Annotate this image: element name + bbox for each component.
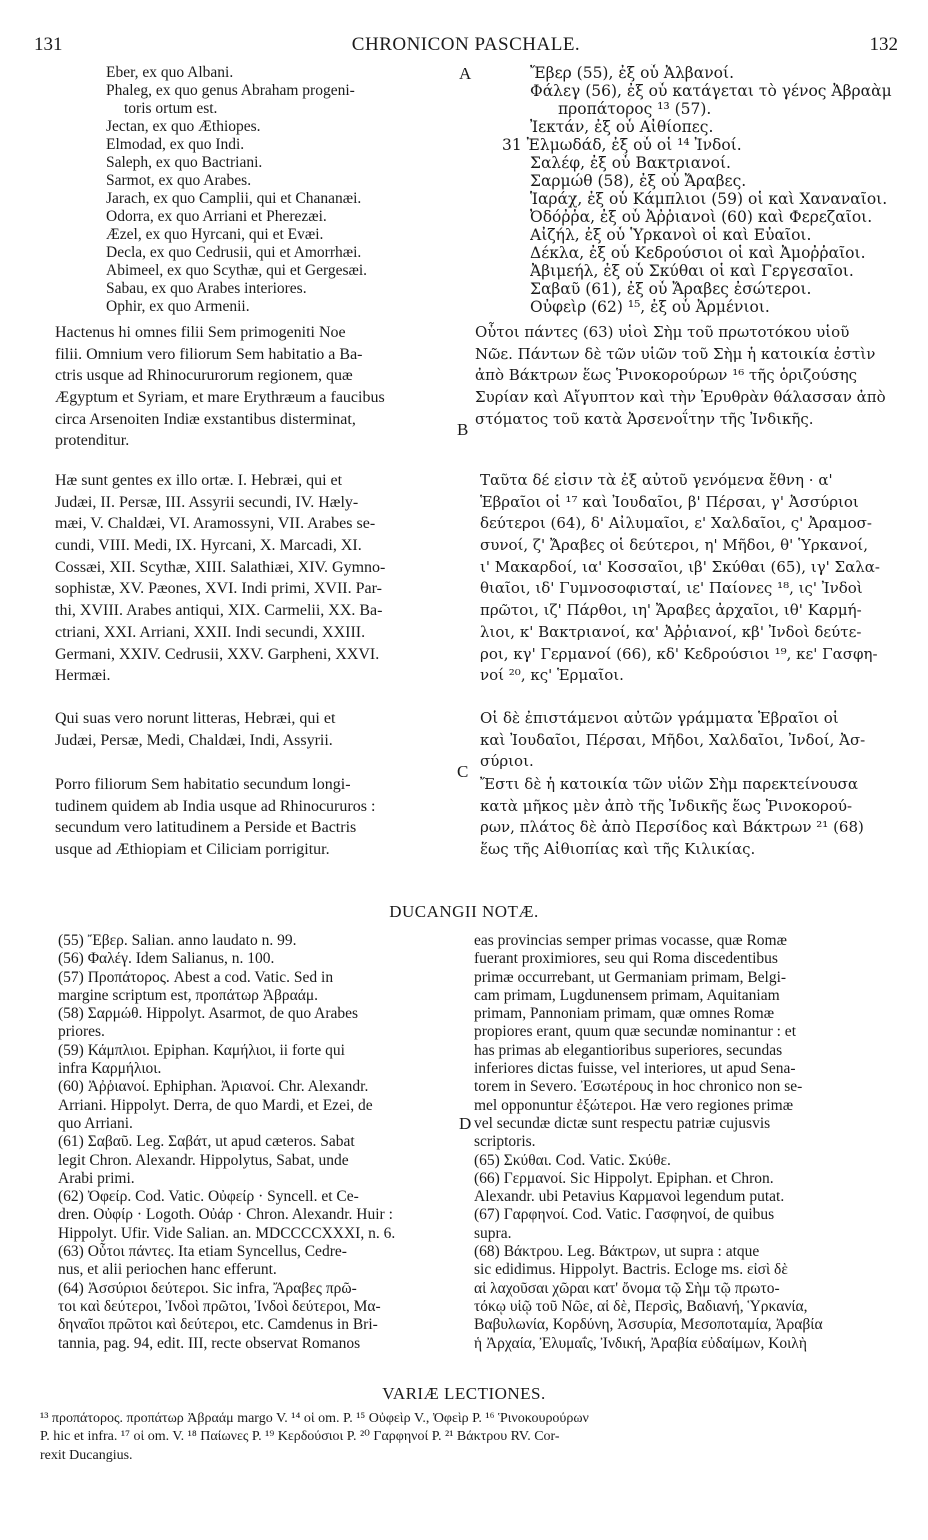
note-line: ἡ Ἀρχαία, Ἐλυμαΐς, Ἰνδική, Ἀραβία εὐδαίμων, Κοιλὴ	[474, 1334, 807, 1352]
paragraph-line: Judæi, II. Persæ, III. Assyrii secundi, IV. Hæly-	[55, 493, 359, 511]
note-line: dren. Οὐφίρ · Logoth. Οὐάρ · Chron. Alexandr. Huir :	[58, 1206, 393, 1224]
paragraph-line: Germani, XXIV. Cedrusii, XXV. Garpheni, XXVI.	[55, 645, 380, 663]
note-line: δηναῖοι πρῶτοι καὶ δεύτεροι, etc. Camdenus in Bri-	[58, 1316, 378, 1334]
paragraph-line: ρων, πλάτος δὲ ἀπὸ Περσίδος καὶ Βάκτρων ²¹ (68)	[480, 818, 864, 837]
variae-lectiones-heading: VARIÆ LECTIONES.	[382, 1384, 546, 1403]
paragraph-line: Qui suas vero norunt litteras, Hebræi, qui et	[55, 710, 336, 727]
note-line: torem in Severo. Ἐσωτέρους in hoc chronico non se-	[474, 1078, 803, 1096]
paragraph-line: πρῶτοι, ιζ' Πάρθοι, ιη' Ἄραβες ἀρχαῖοι, ιθ' Καρμή-	[480, 601, 862, 620]
paragraph-line: ροι, κγ' Γερμανοί (66), κδ' Κεδρούσιοι ¹⁹, κε' Γασφη-	[480, 644, 878, 663]
paragraph-line: sophistæ, XV. Pæones, XVI. Indi primi, XVII. Par-	[55, 580, 382, 598]
note-line: τόκῳ υἱῷ τοῦ Νῶε, αἱ δὲ, Περσὶς, Βαδιανή, Ὑρκανία,	[474, 1297, 808, 1315]
notes-left-column	[58, 932, 454, 1353]
paragraph-line: usque ad Æthiopiam et Ciliciam porrigitur.	[55, 841, 330, 859]
paragraph-line: Judæi, Persæ, Medi, Chaldæi, Indi, Assyrii.	[55, 731, 333, 749]
greek-list-item: Ἀβιμεήλ, ἐξ οὗ Σκύθαι οἱ καὶ Γεργεσαῖοι.	[530, 262, 854, 280]
paragraph-line: ἕως τῆς Αἰθιοπίας καὶ τῆς Κιλικίας.	[480, 840, 756, 859]
note-line: (62) Ὀφείρ. Cod. Vatic. Οὐφείρ · Syncell. et Ce-	[58, 1188, 359, 1206]
paragraph-line: Οἱ δὲ ἐπιστάμενοι αὐτῶν γράμματα Ἑβραῖοι οἱ	[480, 709, 839, 727]
paragraph-line: ctris usque ad Rhinocururorum regionem, quæ	[55, 367, 353, 385]
paragraph-line: νοί ²⁰, κς' Ἑρμαῖοι.	[480, 666, 624, 685]
note-line: (61) Σαβαῦ. Leg. Σαβάτ, ut apud cæteros. Sabat	[58, 1133, 355, 1151]
latin-paragraph-2	[55, 470, 455, 687]
paragraph-line: λιοι, κ' Βακτριανοί, κα' Ἀῤῥιανοί, κβ' Ἰνδοὶ δεύτε-	[480, 622, 862, 641]
paragraph-line: secundum vero latitudinem a Perside et Bactris	[55, 819, 357, 837]
paragraph-line: Hermæi.	[55, 667, 111, 685]
latin-list-item: toris ortum est.	[124, 100, 218, 117]
greek-list-item: Σαβαῦ (61), ἐξ οὗ Ἄραβες ἐσώτεροι.	[530, 280, 812, 298]
note-line: αἱ λαχοῦσαι χῶραι κατ' ὄνομα τῷ Σὴμ τῷ πρωτο-	[474, 1279, 780, 1297]
note-line: propiores erant, quum quæ secundæ nominantur : et	[474, 1023, 796, 1041]
note-line: primæ occurrebant, ut Germaniam primam, Belgi-	[474, 968, 787, 986]
note-line: (60) Ἀῤῥιανοί. Ephiphan. Ἀριανοί. Chr. Alexandr.	[58, 1078, 369, 1096]
greek-list-item: Δέκλα, ἐξ οὗ Κεδρούσιοι οἱ καὶ Ἀμοῤῥαῖοι.	[530, 244, 866, 262]
note-line: tannia, pag. 94, edit. III, recte observat Romanos	[58, 1334, 361, 1352]
paragraph-line: Hæ sunt gentes ex illo ortæ. I. Hebræi, qui et	[55, 472, 343, 489]
note-line: (58) Σαρμώθ. Hippolyt. Asarmot, de quo Arabes	[58, 1005, 359, 1023]
note-line: (67) Γαρφηνοί. Cod. Vatic. Γασφηνοί, de quibus	[474, 1206, 775, 1224]
note-line: Alexandr. ubi Petavius Καρμανοὶ legendum putat.	[474, 1188, 785, 1206]
paragraph-line: Ἔστι δὲ ἡ κατοικία τῶν υἱῶν Σὴμ παρεκτείνουσα	[480, 775, 858, 793]
note-line: eas provincias semper primas vocasse, quæ Romæ	[474, 932, 787, 949]
paragraph-line: συνοί, ζ' Ἄραβες οἱ δεύτεροι, η' Μῆδοι, θ' Ὑρκανοί,	[480, 536, 868, 555]
paragraph-line: ι' Μακαρδοί, ια' Κοσσαῖοι, ιβ' Σκύθαι (65), ιγ' Σαλα-	[480, 557, 880, 576]
greek-list-item: Ἔβερ (55), ἐξ οὗ Ἀλβανοί.	[530, 64, 734, 82]
latin-list-item: Decla, ex quo Cedrusii, qui et Amorrhæi.	[106, 244, 362, 261]
page-number-left: 131	[34, 34, 63, 55]
greek-list-item: Σαρμώθ (58), ἐξ οὗ Ἄραβες.	[530, 172, 747, 190]
note-line: (55) Ἔβερ. Salian. anno laudato n. 99.	[58, 932, 297, 949]
paragraph-line: Porro filiorum Sem habitatio secundum longi-	[55, 776, 351, 793]
note-line: quo Arriani.	[58, 1114, 133, 1132]
greek-list-item: Ὀδόῤῥα, ἐξ οὗ Ἀῤῥιανοὶ (60) καὶ Φερεζαῖοι.	[530, 208, 873, 226]
paragraph-line: καὶ Ἰουδαῖοι, Πέρσαι, Μῆδοι, Χαλδαῖοι, Ἰνδοί, Ἀσ-	[480, 730, 866, 749]
note-line: Arabi primi.	[58, 1169, 135, 1187]
note-line: primam, Pannoniam primam, quæ omnes Romæ	[474, 1005, 775, 1023]
running-header	[34, 34, 898, 60]
note-line: infra Καρμήλιοι.	[58, 1060, 162, 1078]
latin-list-item: Phaleg, ex quo genus Abraham progeni-	[106, 82, 355, 99]
note-line: (64) Ἀσσύριοι δεύτεροι. Sic infra, Ἄραβες πρῶ-	[58, 1279, 357, 1297]
paragraph-line: protenditur.	[55, 432, 130, 450]
margin-marker-a: A	[459, 64, 472, 83]
greek-list-item: Σαλέφ, ἐξ οὗ Βακτριανοί.	[530, 154, 731, 172]
note-line: (59) Κάμπλιοι. Epiphan. Καμήλιοι, ii forte qui	[58, 1041, 345, 1059]
note-line: (56) Φαλέγ. Idem Salianus, n. 100.	[58, 950, 275, 968]
greek-list-item: 31 Ἐλμωδάδ, ἐξ οὗ οἱ ¹⁴ Ἰνδοί.	[502, 136, 742, 154]
paragraph-line: Νῶε. Πάντων δὲ τῶν υἱῶν τοῦ Σὴμ ἡ κατοικία ἐστὶν	[475, 344, 876, 363]
note-line: has primas ab elegantioribus superiores, secundas	[474, 1041, 783, 1059]
note-line: Hippolyt. Ufir. Vide Salian. an. MDCCCCXXXI, n. 6.	[58, 1224, 396, 1242]
latin-list-item: Abimeel, ex quo Scythæ, qui et Gergesæi.	[106, 262, 368, 279]
latin-list-item: Jarach, ex quo Camplii, qui et Chananæi.	[106, 190, 362, 207]
latin-list-item: Odorra, ex quo Arriani et Pherezæi.	[106, 208, 327, 225]
paragraph-line: ἀπὸ Βάκτρων ἕως Ῥινοκορούρων ¹⁶ τῆς ὁριζούσης	[475, 366, 858, 385]
note-line: Βαβυλωνία, Κορδύνη, Ἀσσυρία, Μεσοποταμία, Ἀραβία	[474, 1316, 823, 1334]
latin-list-item: Jectan, ex quo Æthiopes.	[106, 118, 261, 135]
note-line: vel secundæ dictæ sunt respectu patriæ cujusvis	[474, 1114, 771, 1132]
note-line: τοι καὶ δεύτεροι, Ἰνδοὶ πρῶτοι, Ἰνδοὶ δεύτεροι, Μα-	[58, 1297, 381, 1315]
latin-list-item: Ophir, ex quo Armenii.	[106, 298, 250, 315]
greek-list-item: Ἱαράχ, ἐξ οὗ Κάμπλιοι (59) οἱ καὶ Χαναναῖοι.	[530, 190, 888, 208]
latin-list-item: Elmodad, ex quo Indi.	[106, 136, 245, 153]
greek-list-item: Φάλεγ (56), ἐξ οὗ κατάγεται τὸ γένος Ἀβραὰμ	[530, 82, 892, 100]
paragraph-line: θιαῖοι, ιδ' Γυμνοσοφισταί, ιε' Παίονες ¹⁸, ις' Ἰνδοὶ	[480, 579, 863, 598]
note-line: nus, et alii periochen hanc efferunt.	[58, 1261, 277, 1279]
paragraph-line: Οὗτοι πάντες (63) υἱοὶ Σὴμ τοῦ πρωτοτόκου υἱοῦ	[475, 323, 850, 341]
latin-list-item: Æzel, ex quo Hyrcani, qui et Evæi.	[106, 226, 324, 243]
greek-paragraph-2	[480, 470, 905, 687]
greek-list-item: Οὐφεὶρ (62) ¹⁵, ἐξ οὗ Ἀρμένιοι.	[530, 298, 770, 316]
paragraph-line: σύριοι.	[480, 752, 534, 771]
paragraph-line: circa Arsenoiten Indiæ exstantibus disterminat,	[55, 410, 356, 428]
paragraph-line: thi, XVIII. Arabes antiqui, XIX. Carmelii, XX. Ba-	[55, 602, 383, 620]
note-line: scriptoris.	[474, 1133, 536, 1151]
paragraph-line: Ægyptum et Syriam, et mare Erythræum a faucibus	[55, 389, 385, 407]
paragraph-line: Συρίαν καὶ Αἴγυπτον καὶ τὴν Ἐρυθρὰν θάλασσαν ἀπὸ	[475, 388, 886, 407]
paragraph-line: ctriani, XXI. Arriani, XXII. Indi secundi, XXIII.	[55, 623, 366, 641]
note-line: (57) Προπάτορος. Abest a cod. Vatic. Sed in	[58, 968, 334, 986]
note-line: margine scriptum est, προπάτωρ Ἀβραάμ.	[58, 986, 319, 1004]
latin-paragraph-4	[55, 774, 455, 861]
latin-list-item: Sarmot, ex quo Arabes.	[106, 172, 252, 189]
latin-paragraph-1	[55, 322, 455, 452]
note-line: (68) Βάκτρου. Leg. Βάκτρων, ut supra : atque	[474, 1243, 760, 1261]
note-line: priores.	[58, 1023, 105, 1041]
notes-right-column	[474, 932, 904, 1353]
greek-list-item: Ἰεκτάν, ἐξ οὗ Αἰθίοπες.	[530, 118, 714, 136]
note-line: cam primam, Lugdunensem primam, Aquitaniam	[474, 986, 780, 1004]
margin-marker-d: D	[459, 1114, 472, 1133]
variant-line: P. hic et infra. ¹⁷ οἱ om. V. ¹⁸ Παίωνες P. ¹⁹ Κερδούσιοι P. ²⁰ Γαρφηνοί P. ²¹ Βάκτρου RV. Cor-	[40, 1429, 560, 1445]
note-line: sic edidimus. Hippolyt. Bactris. Ecloge ms. εἰσὶ δὲ	[474, 1261, 788, 1279]
note-line: supra.	[474, 1224, 512, 1242]
notes-heading: DUCANGII NOTÆ.	[389, 902, 539, 921]
note-line: (63) Οὗτοι πάντες. Ita etiam Syncellus, Cedre-	[58, 1243, 347, 1261]
note-line: (66) Γερμανοί. Sic Hippolyt. Epiphan. et Chron.	[474, 1169, 774, 1187]
running-title: CHRONICON PASCHALE.	[351, 34, 581, 55]
greek-genealogy-list	[502, 64, 900, 316]
greek-list-item: Αἰζήλ, ἐξ οὗ Ὑρκανοὶ οἱ καὶ Εὐαῖοι.	[530, 226, 812, 244]
paragraph-line: κατὰ μῆκος μὲν ἀπὸ τῆς Ἰνδικῆς ἕως Ῥινοκορού-	[480, 796, 853, 815]
latin-list-item: Saleph, ex quo Bactriani.	[106, 154, 263, 171]
greek-paragraph-3	[480, 708, 905, 773]
page-number-right: 132	[869, 34, 898, 55]
paragraph-line: στόματος τοῦ κατὰ Ἀρσενοΐτην τῆς Ἰνδικῆς.	[475, 409, 814, 428]
latin-paragraph-3	[55, 708, 455, 751]
paragraph-line: Hactenus hi omnes filii Sem primogeniti Noe	[55, 324, 346, 341]
latin-list-item: Eber, ex quo Albani.	[106, 64, 234, 81]
variant-line: rexit Ducangius.	[40, 1447, 133, 1463]
note-line: legit Chron. Alexandr. Hippolytus, Sabat, unde	[58, 1151, 349, 1169]
paragraph-line: Cossæi, XII. Scythæ, XIII. Salathiæi, XIV. Gymno-	[55, 558, 386, 576]
greek-list-item: προπάτορος ¹³ (57).	[558, 100, 712, 118]
paragraph-line: Ἑβραῖοι οἱ ¹⁷ καὶ Ἰουδαῖοι, β' Πέρσαι, γ' Ἀσσύριοι	[480, 492, 859, 511]
paragraph-line: cundi, VIII. Medi, IX. Hyrcani, X. Marcadi, XI.	[55, 537, 362, 555]
latin-genealogy-list	[106, 64, 454, 316]
paragraph-line: mæi, V. Chaldæi, VI. Aramossyni, VII. Arabes se-	[55, 515, 376, 533]
note-line: fuerant proximiores, seu qui Roma discedentibus	[474, 950, 778, 968]
note-line: mel opponuntur ἐξώτεροι. Hæ vero regiones primæ	[474, 1096, 794, 1114]
note-line: inferiores dictas fuisse, vel interiores, ut apud Sena-	[474, 1060, 796, 1078]
paragraph-line: δεύτεροι (64), δ' Αἰλυμαῖοι, ε' Χαλδαῖοι, ς' Ἀραμοσ-	[480, 514, 872, 533]
greek-paragraph-4	[480, 774, 905, 861]
note-line: (65) Σκύθαι. Cod. Vatic. Σκύθε.	[474, 1151, 671, 1169]
paragraph-line: Ταῦτα δέ εἰσιν τὰ ἐξ αὐτοῦ γενόμενα ἔθνη · α'	[480, 471, 833, 489]
greek-paragraph-1	[475, 322, 905, 430]
margin-marker-b: B	[457, 420, 469, 439]
margin-marker-c: C	[457, 762, 469, 781]
latin-list-item: Sabau, ex quo Arabes interiores.	[106, 280, 307, 297]
paragraph-line: tudinem quidem ab India usque ad Rhinocururos :	[55, 797, 376, 815]
variae-lectiones-block	[40, 1410, 900, 1465]
note-line: Arriani. Hippolyt. Derra, de quo Mardi, et Ezei, de	[58, 1096, 373, 1114]
paragraph-line: filii. Omnium vero filiorum Sem habitatio a Ba-	[55, 345, 363, 363]
variant-line: ¹³ προπάτορος. προπάτωρ Ἀβραάμ margo V. ¹⁴ οἱ om. P. ¹⁵ Οὐφεὶρ V., Ὀφεὶρ P. ¹⁶ Ῥινοκουρούρων	[40, 1411, 589, 1426]
